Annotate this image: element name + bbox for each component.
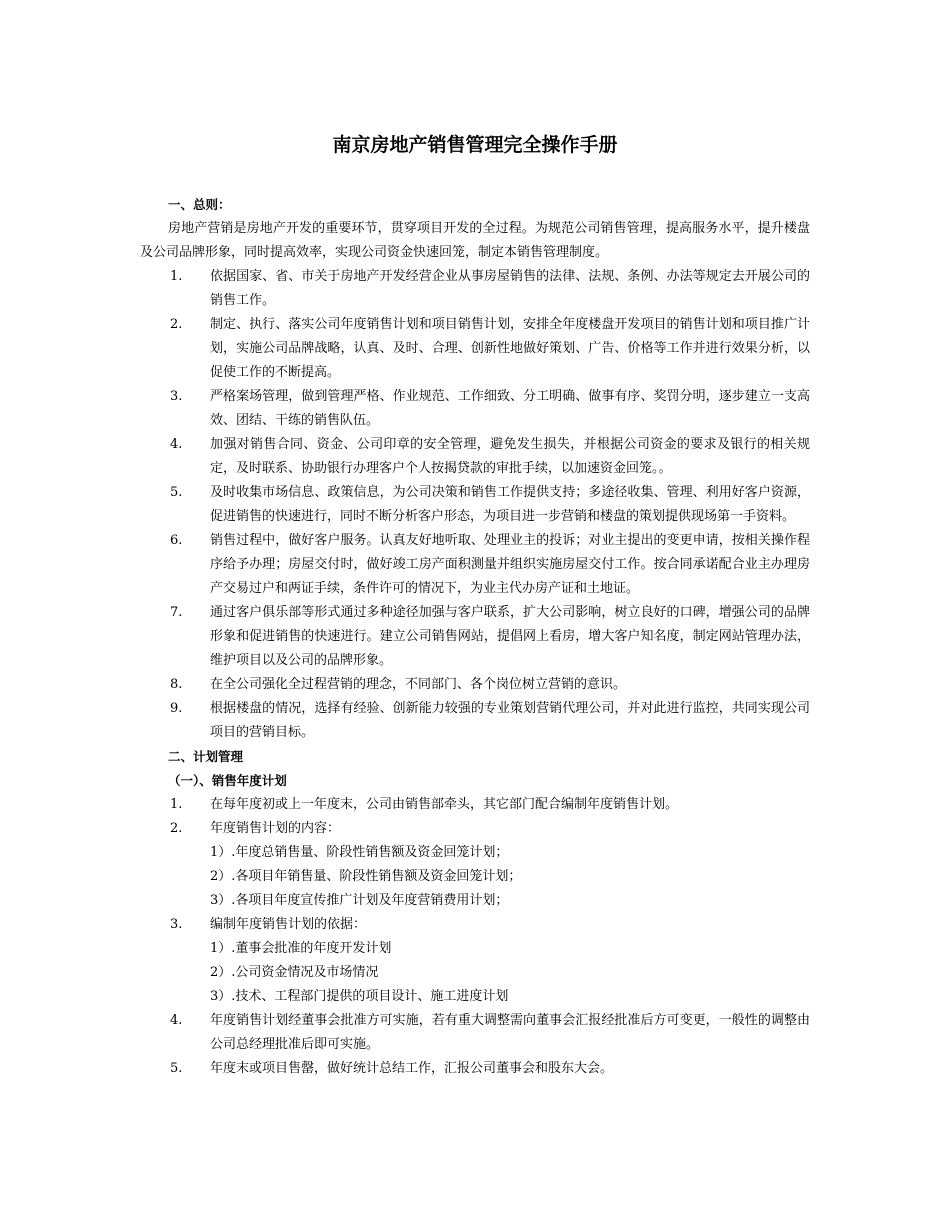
list-item bbox=[140, 481, 810, 529]
sub-list-item: 3）.各项目年度宣传推广计划及年度营销费用计划； bbox=[210, 893, 509, 908]
list-item bbox=[140, 1057, 810, 1081]
list-item-text: 销售过程中，做好客户服务。认真友好地听取、处理业主的投诉；对业主提出的变更申请，按相关操作程序给予办理；房屋交付时，做好竣工房产面积测量并组织实施房屋交付工作。按合同承诺配合业主办理房产交易过户和两证手续，条件许可的情况下，为业主代办房产证和土地证。 bbox=[210, 533, 810, 596]
list-item bbox=[140, 601, 810, 673]
sub-list-item: 1）.董事会批准的年度开发计划 bbox=[210, 941, 392, 956]
list-item-text: 制定、执行、落实公司年度销售计划和项目销售计划，安排全年度楼盘开发项目的销售计划和项目推广计划，实施公司品牌战略，认真、及时、合理、创新性地做好策划、广告、价格等工作并进行效果分析，以促使工作的不断提高。 bbox=[210, 317, 810, 380]
intro-paragraph: 房地产营销是房地产开发的重要环节，贯穿项目开发的全过程。为规范公司销售管理，提高服务水平，提升楼盘及公司品牌形象，同时提高效率，实现公司资金快速回笼，制定本销售管理制度。 bbox=[140, 221, 810, 260]
document-body bbox=[140, 193, 810, 1081]
list-item-text: 依据国家、省、市关于房地产开发经营企业从事房屋销售的法律、法规、条例、办法等规定去开展公司的销售工作。 bbox=[210, 269, 810, 308]
list-item-number: 9. bbox=[170, 701, 183, 716]
list-item-number: 4. bbox=[170, 1013, 183, 1028]
list-item bbox=[140, 1009, 810, 1057]
list-item-number: 5. bbox=[170, 1061, 183, 1076]
list-item bbox=[140, 913, 810, 937]
list-item-text: 年度销售计划的内容： bbox=[210, 821, 341, 836]
list-item bbox=[140, 313, 810, 385]
list-item-text: 通过客户俱乐部等形式通过多种途径加强与客户联系，扩大公司影响，树立良好的口碑，增强公司的品牌形象和促进销售的快速进行。建立公司销售网站，提倡网上看房，增大客户知名度，制定网站管理办法，维护项目以及公司的品牌形象。 bbox=[210, 605, 810, 668]
list-item-text: 在每年度初或上一年度末，公司由销售部牵头，其它部门配合编制年度销售计划。 bbox=[210, 797, 679, 812]
list-item-number: 2. bbox=[170, 317, 183, 332]
list-item bbox=[140, 817, 810, 841]
section-heading-general: 一、总则： bbox=[168, 197, 231, 212]
list-item-number: 3. bbox=[170, 917, 183, 932]
list-item-number: 2. bbox=[170, 821, 183, 836]
list-item-text: 及时收集市场信息、政策信息，为公司决策和销售工作提供支持；多途径收集、管理、利用好客户资源，促进销售的快速进行，同时不断分析客户形态，为项目进一步营销和楼盘的策划提供现场第一手资料。 bbox=[210, 485, 810, 524]
list-item bbox=[140, 433, 810, 481]
list-item-number: 4. bbox=[170, 437, 183, 452]
list-item bbox=[140, 529, 810, 601]
sub-list-item: 2）.公司资金情况及市场情况 bbox=[210, 965, 379, 980]
list-item-text: 年度销售计划经董事会批准方可实施，若有重大调整需向董事会汇报经批准后方可变更，一般性的调整由公司总经理批准后即可实施。 bbox=[210, 1013, 810, 1052]
list-item-number: 6. bbox=[170, 533, 183, 548]
list-item bbox=[140, 697, 810, 745]
list-item-text: 加强对销售合同、资金、公司印章的安全管理，避免发生损失，并根据公司资金的要求及银行的相关规定，及时联系、协助银行办理客户个人按揭贷款的审批手续，以加速资金回笼。。 bbox=[210, 437, 810, 476]
sub-list-item: 1）.年度总销售量、阶段性销售额及资金回笼计划； bbox=[210, 845, 509, 860]
list-item-text: 在全公司强化全过程营销的理念，不同部门、各个岗位树立营销的意识。 bbox=[210, 677, 627, 692]
section-heading-plan: 二、计划管理 bbox=[168, 749, 244, 764]
list-item bbox=[140, 385, 810, 433]
list-item-number: 3. bbox=[170, 389, 183, 404]
list-item bbox=[140, 793, 810, 817]
list-item-number: 1. bbox=[170, 269, 183, 284]
list-item-number: 8. bbox=[170, 677, 183, 692]
list-item-text: 严格案场管理，做到管理严格、作业规范、工作细致、分工明确、做事有序、奖罚分明，逐步建立一支高效、团结、干练的销售队伍。 bbox=[210, 389, 810, 428]
list-item-number: 5. bbox=[170, 485, 183, 500]
list-item-text: 根据楼盘的情况，选择有经验、创新能力较强的专业策划营销代理公司，并对此进行监控，共同实现公司项目的营销目标。 bbox=[210, 701, 810, 740]
list-item-text: 年度末或项目售罄，做好统计总结工作，汇报公司董事会和股东大会。 bbox=[210, 1061, 614, 1076]
list-item bbox=[140, 265, 810, 313]
list-item-number: 7. bbox=[170, 605, 183, 620]
list-item-number: 1. bbox=[170, 797, 183, 812]
list-item bbox=[140, 673, 810, 697]
list-item-text: 编制年度销售计划的依据： bbox=[210, 917, 367, 932]
page-title: 南京房地产销售管理完全操作手册 bbox=[332, 134, 618, 156]
subsection-heading-annual-plan: （一）、销售年度计划 bbox=[168, 773, 287, 788]
sub-list-item: 2）.各项目年销售量、阶段性销售额及资金回笼计划； bbox=[210, 869, 522, 884]
sub-list-item: 3）.技术、工程部门提供的项目设计、施工进度计划 bbox=[210, 989, 509, 1004]
